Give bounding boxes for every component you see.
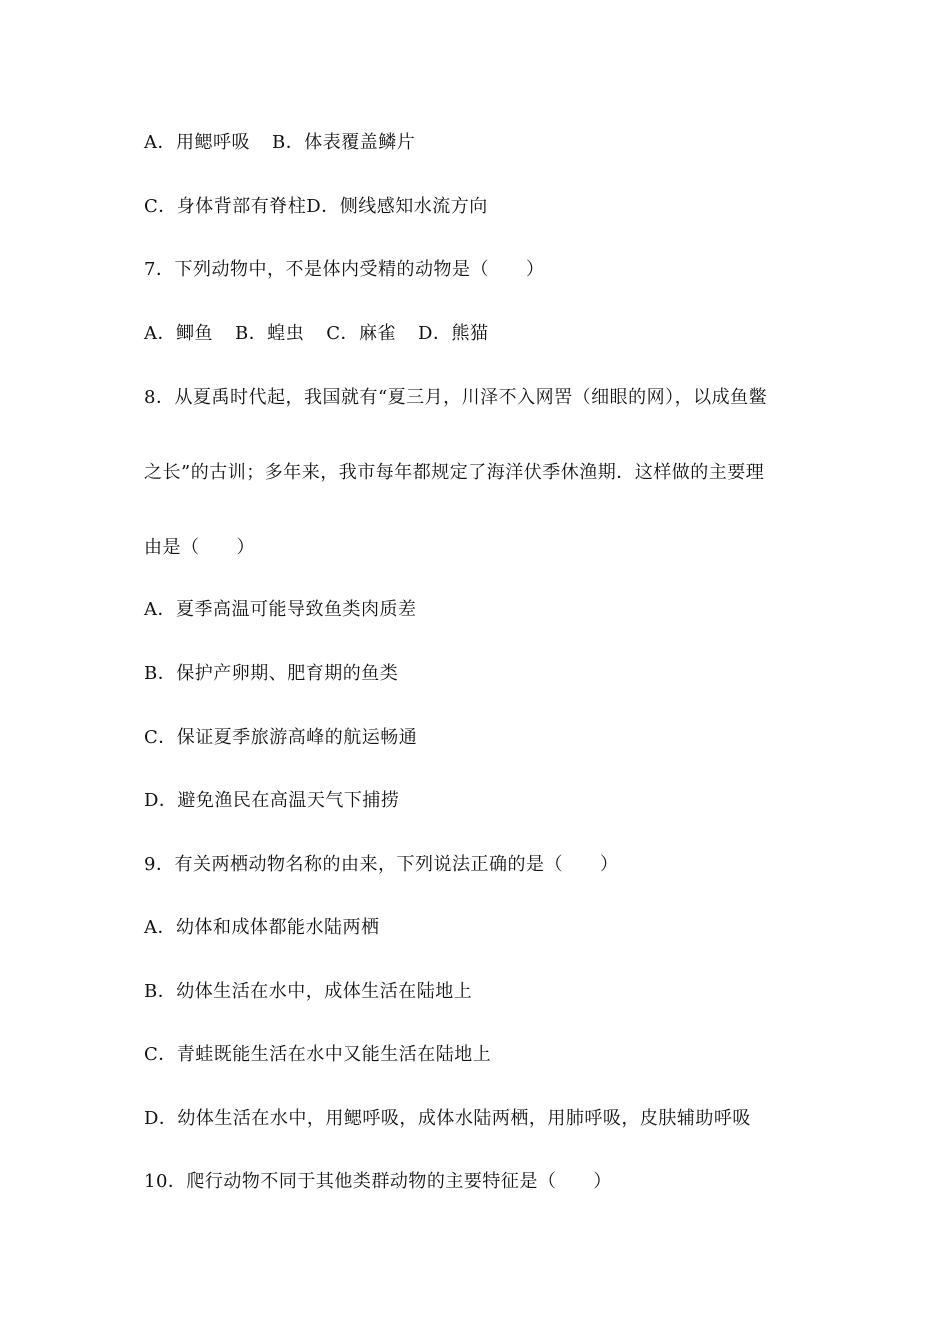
q7-option-b: B．蝗虫: [235, 323, 305, 344]
q7-question: 7．下列动物中，不是体内受精的动物是（ ）: [144, 259, 545, 280]
q9-option-d: D．幼体生活在水中，用鳃呼吸，成体水陆两栖，用肺呼吸，皮肤辅助呼吸: [144, 1108, 751, 1129]
q6-options-row-1: [144, 131, 415, 155]
q7-option-c: C．麻雀: [326, 323, 397, 344]
q9-option-c: C．青蛙既能生活在水中又能生活在陆地上: [144, 1044, 492, 1065]
q10-question: 10．爬行动物不同于其他类群动物的主要特征是（ ）: [144, 1171, 612, 1192]
q8-question-line-3: 由是（ ）: [144, 537, 255, 558]
q6-option-b: B．体表覆盖鳞片: [272, 132, 416, 153]
q8-option-a: A．夏季高温可能导致鱼类肉质差: [144, 599, 417, 620]
q9-option-a: A．幼体和成体都能水陆两栖: [144, 917, 380, 938]
q7-options-row: [144, 322, 488, 346]
q8-question-line-2: 之长”的古训；多年来，我市每年都规定了海洋伏季休渔期．这样做的主要理: [144, 462, 765, 483]
q8-option-b: B．保护产卵期、肥育期的鱼类: [144, 663, 399, 684]
q6-option-c: C．身体背部有脊柱: [144, 196, 307, 217]
q8-question-line-1: 8．从夏禹时代起，我国就有“夏三月，川泽不入网罟（细眼的网），以成鱼鳖: [144, 387, 768, 408]
q6-option-d: D．侧线感知水流方向: [306, 196, 488, 217]
q9-option-b: B．幼体生活在水中，成体生活在陆地上: [144, 981, 473, 1002]
q7-option-d: D．熊猫: [418, 323, 489, 344]
q7-option-a: A．鲫鱼: [144, 323, 213, 344]
q8-option-d: D．避免渔民在高温天气下捕捞: [144, 790, 400, 811]
q6-options-row-2: [144, 195, 488, 219]
q9-question: 9．有关两栖动物名称的由来，下列说法正确的是（ ）: [144, 854, 619, 875]
q6-option-a: A．用鳃呼吸: [144, 132, 250, 153]
q8-option-c: C．保证夏季旅游高峰的航运畅通: [144, 727, 418, 748]
